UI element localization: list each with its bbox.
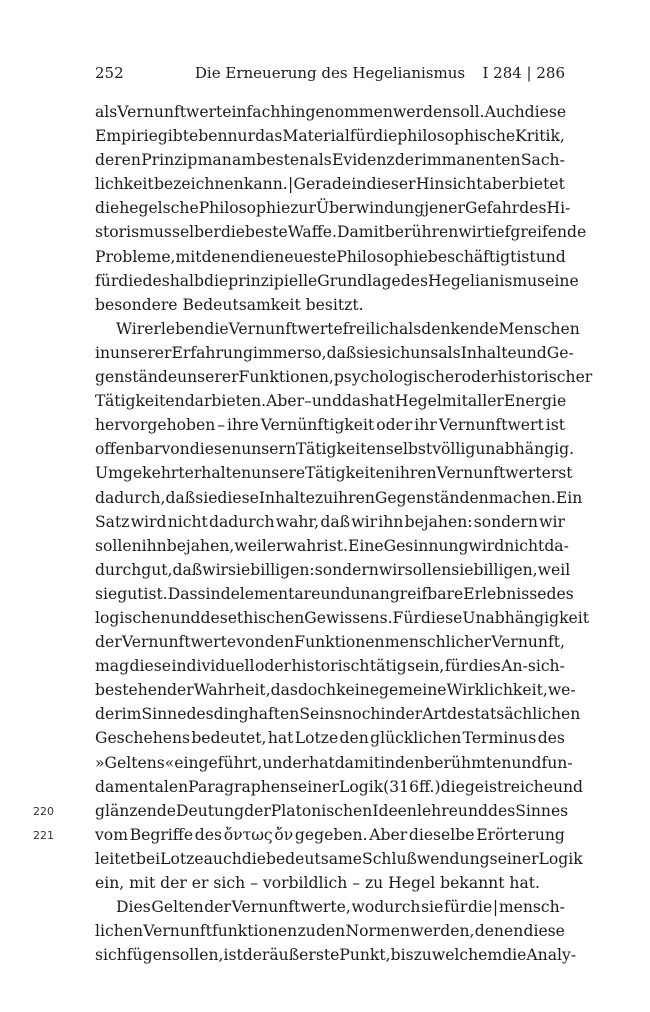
text-line: ein, mit der er sich – vorbildlich – zu Hegel bekannt hat.	[95, 874, 540, 892]
text-line: Wir erleben die Vernunftwerte freilich als denkende Menschen	[116, 319, 580, 338]
text-line: sollen ihn bejahen, weil er wahr ist. Eine Gesinnung wird nicht da-	[95, 536, 569, 555]
text-line: besondere Bedeutsamkeit besitzt.	[95, 295, 364, 314]
text-line: sich fügen sollen, ist der äußerste Punkt, bis zu welchem die Analy-	[95, 946, 577, 965]
text-line: als Vernunftwert einfach hingenommen werden soll. Auch diese	[95, 103, 567, 121]
page-number: 252	[95, 64, 124, 82]
text-line: Empirie gibt eben nur das Material für die philosophische Kritik,	[95, 127, 565, 146]
text-line: durch gut, daß wir sie billigen: sondern wir sollen sie billigen, weil	[95, 560, 571, 579]
text-line: Tätigkeiten darbieten. Aber – und das hat Hegel mit aller Energie	[95, 392, 567, 411]
text-line: leitet bei Lotze auch die bedeutsame Schlußwendung seiner Logik	[95, 849, 583, 868]
text-line: lichen Vernunftfunktionen zu den Normen werden, denen diese	[95, 922, 565, 941]
text-line: die hegelsche Philosophie zur Überwindung jener Gefahr des Hi-	[95, 199, 571, 218]
text-line: mag diese individuell oder historisch tätig sein, für dies An-sich-	[95, 657, 565, 676]
text-line: in unserer Erfahrung immer so, daß sie sich uns als Inhalte und Ge-	[95, 343, 574, 362]
text-line: bestehen der Wahrheit, das doch keine gemeine Wirklichkeit, we-	[95, 681, 576, 700]
text-line: Satz wird nicht dadurch wahr, daß wir ihn bejahen: sondern wir	[95, 512, 565, 531]
text-line: der im Sinne des dinghaften Seins noch in der Art des tatsächlichen	[95, 705, 581, 724]
text-line: glänzende Deutung der Platonischen Ideenlehre und des Sinnes	[95, 801, 569, 820]
text-line: der Vernunftwerte von den Funktionen menschlicher Vernunft,	[95, 633, 565, 652]
text-line: hervorgehoben – ihre Vernünftigkeit oder ihr Vernunftwert ist	[95, 416, 565, 435]
running-title: Die Erneuerung des Hegelianismus	[194, 64, 466, 82]
text-line: sie gut ist. Das sind elementare und unangreifbare Erlebnisse des	[95, 584, 574, 603]
text-line: dadurch, daß sie diese Inhalte zu ihren Gegenständen machen. Ein	[95, 488, 583, 507]
text-line: genstände unserer Funktionen, psychologischer oder historischer	[95, 368, 593, 387]
margin-number: 220	[33, 804, 54, 818]
margin-number: 221	[33, 829, 54, 842]
body-text	[95, 100, 593, 967]
text-line: »Geltens« eingeführt, und er hat damit in den berühmten und fun-	[95, 753, 573, 772]
text-line: damentalen Paragraphen seiner Logik (316 ff.) die geistreiche und	[95, 777, 584, 796]
running-header	[95, 64, 565, 86]
text-line: storismus selber die beste Waffe. Damit berühren wir tiefgreifende	[95, 223, 587, 242]
text-line: vom Begriffe des ὄντως ὄν gegeben. Aber dieselbe Erörterung	[95, 825, 565, 844]
text-line: für die deshalb die prinzipielle Grundlage des Hegelianismus eine	[95, 271, 579, 290]
text-line: lichkeit bezeichnen kann. | Gerade in dieser Hinsicht aber bietet	[95, 175, 565, 194]
text-line: Probleme, mit denen die neueste Philosophie beschäftigt ist und	[95, 247, 566, 266]
text-line: Dies Gelten der Vernunftwerte, wodurch sie für die | mensch-	[116, 898, 565, 917]
text-line: Umgekehrt erhalten unsere Tätigkeiten ihren Vernunftwert erst	[95, 464, 573, 483]
page-reference: I 284 | 286	[482, 64, 565, 82]
text-line: logischen und des ethischen Gewissens. Für diese Unabhängigkeit	[95, 608, 590, 627]
text-line: deren Prinzip man am besten als Evidenz der immanenten Sach-	[95, 151, 565, 170]
text-line: offenbar von diesen unsern Tätigkeiten selbst völlig unabhängig.	[95, 440, 575, 459]
text-line: Geschehens bedeutet, hat Lotze den glücklichen Terminus des	[95, 729, 565, 748]
